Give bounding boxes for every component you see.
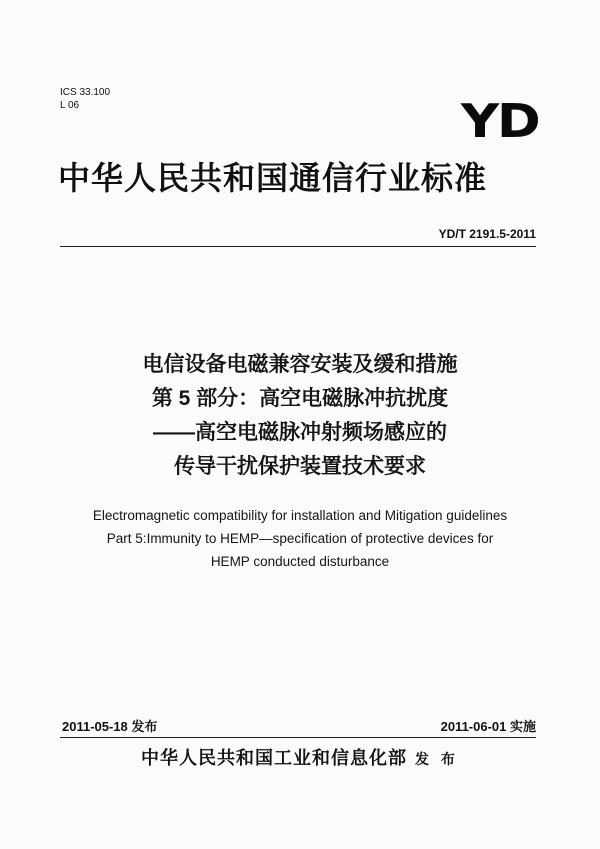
- chinese-title-line-3: ——高空电磁脉冲射频场感应的: [153, 421, 447, 444]
- ics-code: ICS 33.100: [60, 87, 111, 98]
- issuing-authority: [0, 744, 600, 770]
- publish-date: 2011-05-18 发布: [62, 719, 158, 734]
- implementation-date: 2011-06-01 实施: [440, 719, 536, 734]
- yd-logo: YD: [460, 94, 538, 148]
- english-title-line-3: HEMP conducted disturbance: [210, 554, 390, 569]
- english-title-line-2: Part 5:Immunity to HEMP—specification of protective devices for: [106, 531, 494, 546]
- classification-block: [60, 86, 110, 112]
- standard-number: YD/T 2191.5-2011: [438, 227, 536, 241]
- chinese-title-line-4: 传导干扰保护装置技术要求: [174, 455, 426, 478]
- issuer-suffix: 发 布: [415, 751, 459, 767]
- bottom-divider: [60, 737, 536, 738]
- top-divider: [60, 246, 536, 247]
- english-title: [0, 504, 600, 573]
- chinese-title-line-1: 电信设备电磁兼容安装及缓和措施: [142, 353, 458, 376]
- issuer-name: 中华人民共和国工业和信息化部: [141, 748, 408, 768]
- chinese-title: [0, 348, 600, 484]
- english-title-line-1: Electromagnetic compatibility for installation and Mitigation guidelines: [92, 508, 508, 523]
- main-title: 中华人民共和国通信行业标准: [58, 160, 488, 196]
- ccs-code: L 06: [60, 100, 80, 111]
- chinese-title-line-2: 第 5 部分：高空电磁脉冲抗扰度: [151, 387, 449, 410]
